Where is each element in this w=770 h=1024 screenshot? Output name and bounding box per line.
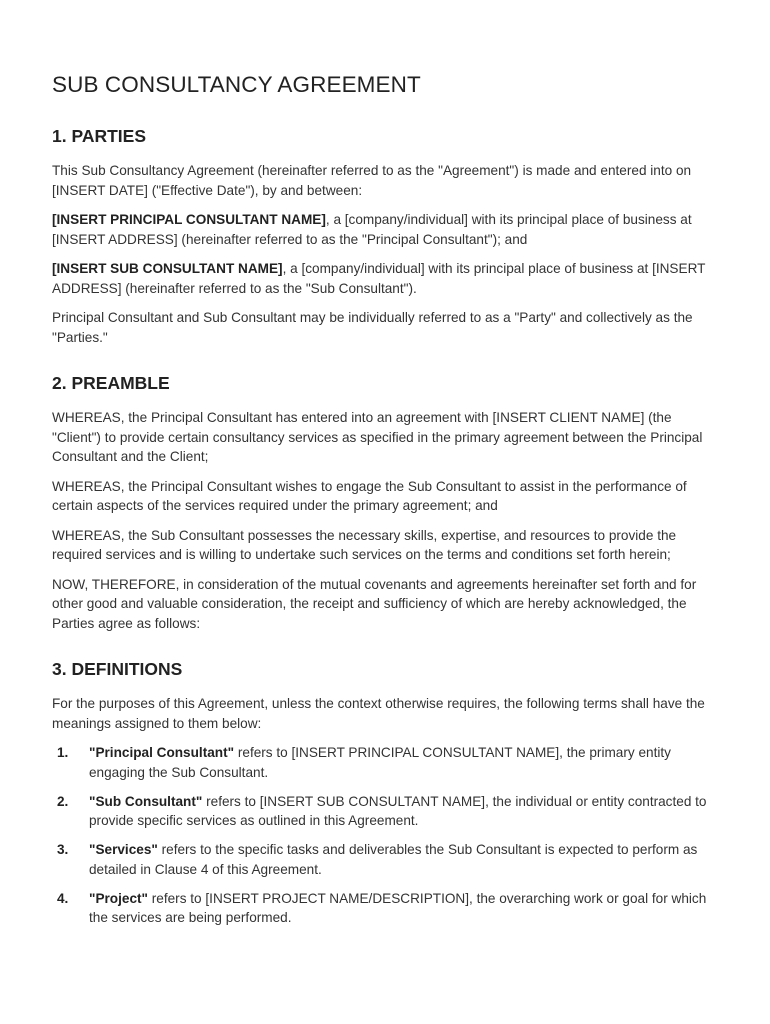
- paragraph: [52, 477, 720, 516]
- paragraph: [52, 308, 720, 347]
- text: , a [company/individual] with its principal place of business at [INSERT ADDRESS] (hereinafter referred to as the "Sub Consultant").: [52, 261, 706, 296]
- bold-text: [INSERT PRINCIPAL CONSULTANT NAME]: [52, 212, 326, 227]
- list-number: 3.: [57, 842, 69, 857]
- list-item: [52, 889, 720, 928]
- section: [52, 658, 720, 928]
- definition-text: refers to the specific tasks and deliverables the Sub Consultant is expected to perform as detailed in Clause 4 of this Agreement.: [89, 842, 698, 877]
- section: [52, 125, 720, 347]
- section: [52, 372, 720, 633]
- text: , a [company/individual] with its principal place of business at [INSERT ADDRESS] (hereinafter referred to as the "Principal Consultant"); and: [52, 212, 692, 247]
- paragraph: [52, 259, 720, 298]
- definition-text: refers to [INSERT PROJECT NAME/DESCRIPTION], the overarching work or goal for which the services are being performed.: [89, 890, 707, 925]
- paragraph: [52, 694, 720, 733]
- section-heading: 1. PARTIES: [52, 126, 147, 146]
- paragraph: [52, 408, 720, 467]
- section-heading: 3. DEFINITIONS: [52, 659, 183, 679]
- sections: [52, 125, 720, 928]
- text: WHEREAS, the Principal Consultant has entered into an agreement with [INSERT CLIENT NAME] (the "Client") to provide certain consultancy services as specified in the primary agreement between the Principal Consultant and the Client;: [52, 410, 703, 464]
- list-item: [52, 743, 720, 782]
- defined-term: "Services": [89, 842, 158, 857]
- document-title: SUB CONSULTANCY AGREEMENT: [52, 72, 421, 97]
- text: For the purposes of this Agreement, unless the context otherwise requires, the following terms shall have the meanings assigned to them below:: [52, 696, 705, 731]
- definition-text: refers to [INSERT PRINCIPAL CONSULTANT NAME], the primary entity engaging the Sub Consultant.: [89, 745, 671, 780]
- text: NOW, THEREFORE, in consideration of the mutual covenants and agreements hereinafter set forth and for other good and valuable consideration, the receipt and sufficiency of which are hereby acknowledged, the Parties agree as follows:: [52, 576, 697, 631]
- defined-term: "Sub Consultant": [89, 793, 203, 809]
- section-heading: 2. PREAMBLE: [52, 373, 170, 393]
- list-item: [52, 792, 720, 831]
- text: WHEREAS, the Principal Consultant wishes to engage the Sub Consultant to assist in the performance of certain aspects of the services required under the primary agreement; and: [52, 478, 687, 513]
- paragraph: [52, 526, 720, 565]
- list-item: [52, 840, 720, 879]
- text: Principal Consultant and Sub Consultant may be individually referred to as a "Party" and collectively as the "Parties.": [52, 310, 693, 345]
- definitions-list: [52, 743, 720, 928]
- defined-term: "Principal Consultant": [89, 745, 235, 760]
- list-number: 4.: [57, 890, 69, 906]
- text: This Sub Consultancy Agreement (hereinafter referred to as the "Agreement") is made and entered into on [INSERT DATE] ("Effective Date"), by and between:: [52, 163, 692, 198]
- list-number: 1.: [57, 745, 69, 760]
- paragraph: [52, 575, 720, 634]
- list-number: 2.: [57, 793, 69, 809]
- defined-term: "Project": [89, 890, 148, 906]
- text: WHEREAS, the Sub Consultant possesses the necessary skills, expertise, and resources to provide the required services and is willing to undertake such services on the terms and conditions set forth herein;: [52, 527, 677, 562]
- paragraph: [52, 210, 720, 249]
- paragraph: [52, 161, 720, 200]
- definition-text: refers to [INSERT SUB CONSULTANT NAME], the individual or entity contracted to provide specific services as outlined in this Agreement.: [89, 793, 707, 828]
- bold-text: [INSERT SUB CONSULTANT NAME]: [52, 261, 283, 276]
